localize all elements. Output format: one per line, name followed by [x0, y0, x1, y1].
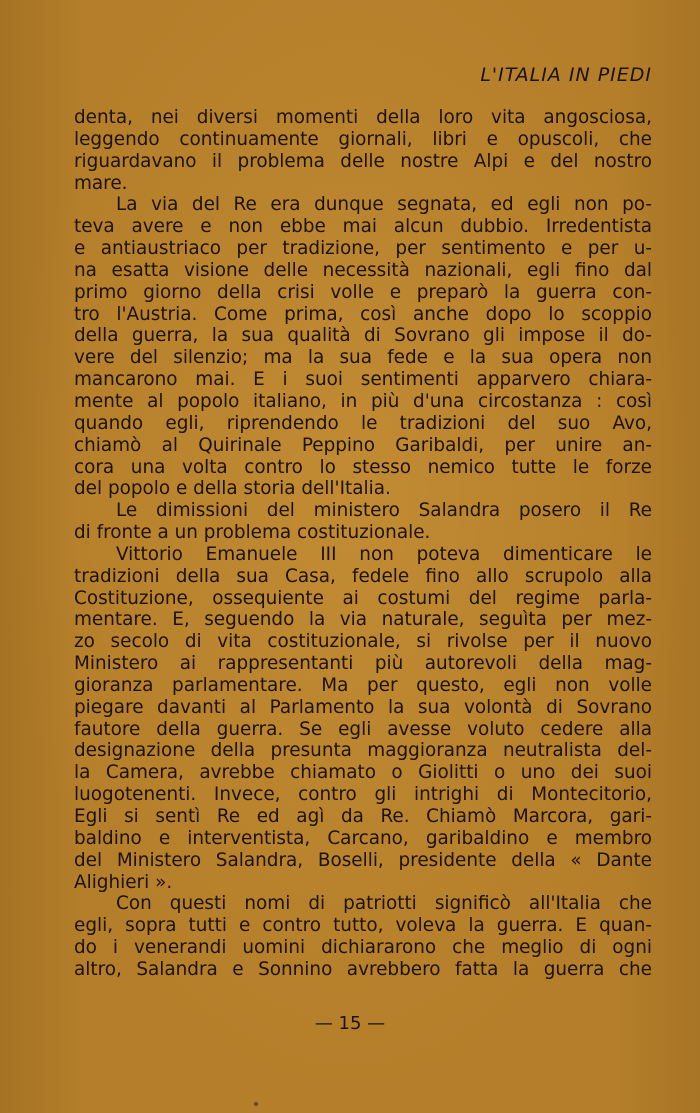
text-line: mancarono mai. E i suoi sentimenti apparvero chiara-: [74, 369, 652, 391]
text-line: quando egli, riprendendo le tradizioni del suo Avo,: [74, 412, 652, 434]
text-line: tradizioni della sua Casa, fedele fino allo scrupolo alla: [74, 565, 652, 587]
text-line: leggendo continuamente giornali, libri e opuscoli, che: [74, 128, 652, 150]
text-line: teva avere e non ebbe mai alcun dubbio. Irredentista: [74, 216, 652, 238]
running-header: L'ITALIA IN PIEDI: [480, 64, 652, 86]
text-line: primo giorno della crisi volle e preparò la guerra con-: [74, 281, 652, 303]
text-line: Alighieri ».: [74, 871, 173, 893]
text-line: Vittorio Emanuele III non poteva dimenticare le: [116, 543, 652, 565]
text-line: zo secolo di vita costituzionale, si rivolse per il nuovo: [74, 631, 652, 653]
print-speck: [254, 1102, 258, 1106]
text-line: La via del Re era dunque segnata, ed egli non po-: [116, 194, 652, 216]
text-line: di fronte a un problema costituzionale.: [74, 522, 431, 544]
text-line: Le dimissioni del ministero Salandra posero il Re: [116, 500, 652, 522]
text-line: Con questi nomi di patriotti significò all'Italia che: [116, 893, 652, 915]
text-line: del popolo e della storia dell'Italia.: [74, 478, 391, 500]
text-line: la Camera, avrebbe chiamato o Giolitti o uno dei suoi: [74, 762, 652, 784]
text-line: chiamò al Quirinale Peppino Garibaldi, per unire an-: [74, 434, 652, 456]
body-text: [74, 107, 652, 981]
text-line: do i venerandi uomini dichiararono che meglio di ogni: [74, 937, 652, 959]
text-line: Egli si sentì Re ed agì da Re. Chiamò Marcora, gari-: [74, 806, 652, 827]
text-line: Costituzione, ossequiente ai costumi del regime parla-: [74, 587, 652, 609]
text-line: mente al popolo italiano, in più d'una circostanza : così: [74, 390, 652, 412]
text-line: egli, sopra tutti e contro tutto, voleva la guerra. E quan-: [74, 915, 652, 937]
text-line: cora una volta contro lo stesso nemico tutte le forze: [74, 456, 652, 478]
text-line: Ministero ai rappresentanti più autorevoli della mag-: [74, 653, 652, 675]
text-line: del Ministero Salandra, Boselli, presidente della « Dante: [74, 849, 652, 871]
text-line: denta, nei diversi momenti della loro vita angosciosa,: [74, 107, 652, 128]
text-line: riguardavano il problema delle nostre Alpi e del nostro: [74, 150, 652, 172]
text-line: gioranza parlamentare. Ma per questo, egli non volle: [74, 674, 652, 696]
text-line: baldino e interventista, Carcano, garibaldino e membro: [74, 827, 652, 849]
text-line: designazione della presunta maggioranza neutralista del-: [74, 740, 652, 762]
text-line: luogotenenti. Invece, contro gli intrighi di Montecitorio,: [74, 784, 652, 806]
text-line: vere del silenzio; ma la sua fede e la sua opera non: [74, 347, 652, 369]
text-line: altro, Salandra e Sonnino avrebbero fatta la guerra che: [74, 958, 652, 980]
text-line: na esatta visione delle necessità nazionali, egli fino dal: [74, 259, 652, 281]
text-line: fautore della guerra. Se egli avesse voluto cedere alla: [74, 718, 652, 740]
page-number: — 15 —: [314, 1013, 386, 1034]
text-line: mentare. E, seguendo la via naturale, seguìta per mez-: [74, 609, 652, 631]
text-line: piegare davanti al Parlamento la sua volontà di Sovrano: [74, 696, 652, 718]
text-line: tro l'Austria. Come prima, così anche dopo lo scoppio: [74, 303, 652, 325]
text-line: mare.: [74, 172, 128, 194]
text-line: della guerra, la sua qualità di Sovrano gli impose il do-: [74, 325, 652, 347]
text-line: e antiaustriaco per tradizione, per sentimento e per u-: [74, 238, 652, 260]
